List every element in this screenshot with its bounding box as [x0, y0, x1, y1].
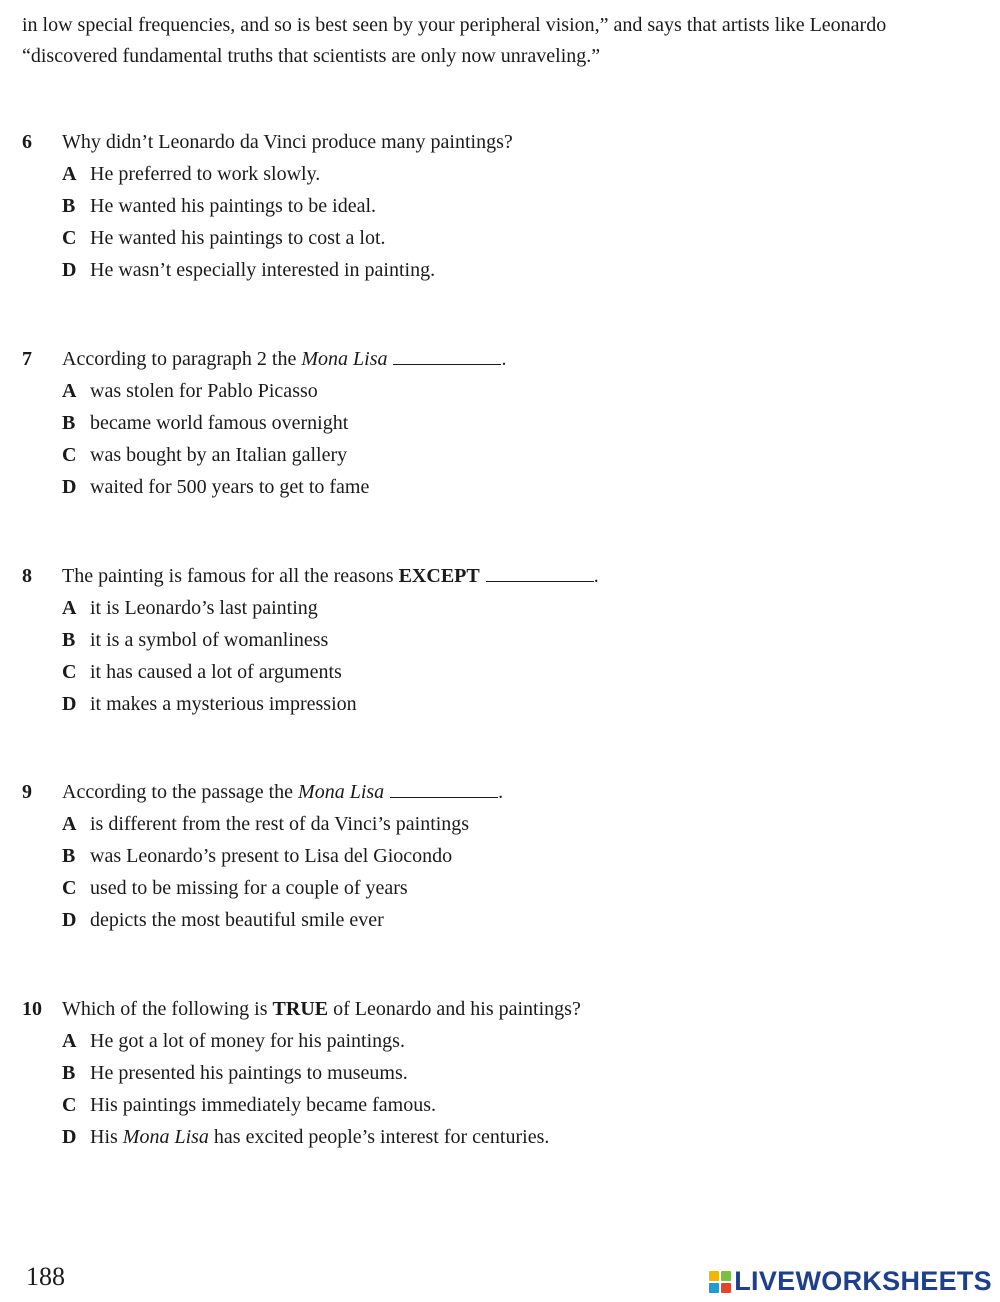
option-c[interactable] — [0, 656, 1000, 688]
option-text: He wanted his paintings to cost a lot. — [90, 227, 386, 249]
option-d[interactable] — [0, 254, 1000, 286]
option-letter: A — [62, 813, 77, 835]
question-text — [62, 343, 506, 375]
intro-line-1: in low special frequencies, and so is best seen by your peripheral vision,” and says that artists like Leonardo — [22, 14, 887, 36]
question-number: 8 — [22, 565, 32, 587]
option-a[interactable] — [0, 808, 1000, 840]
option-text: was stolen for Pablo Picasso — [90, 380, 318, 402]
question-stem — [0, 560, 1000, 592]
question-text-part: Why didn’t Leonardo da Vinci produce many paintings? — [62, 131, 513, 153]
option-letter: C — [62, 227, 77, 249]
option-text: it has caused a lot of arguments — [90, 661, 342, 683]
option-text: it is Leonardo’s last painting — [90, 597, 318, 619]
liveworksheets-logo — [709, 1266, 992, 1297]
option-text: was bought by an Italian gallery — [90, 444, 348, 466]
option-letter: A — [62, 1030, 77, 1052]
option-letter: D — [62, 909, 77, 931]
option-letter: B — [62, 629, 76, 651]
option-c[interactable] — [0, 1089, 1000, 1121]
logo-text: LIVEWORKSHEETS — [734, 1266, 992, 1296]
answer-blank[interactable] — [390, 779, 498, 798]
option-c[interactable] — [0, 439, 1000, 471]
option-letter: C — [62, 1094, 77, 1116]
option-text: it makes a mysterious impression — [90, 693, 357, 715]
option-text: He presented his paintings to museums. — [90, 1062, 408, 1084]
question-text-part: . — [498, 781, 504, 803]
question-stem — [0, 776, 1000, 808]
question-text — [62, 560, 599, 592]
answer-blank[interactable] — [393, 346, 501, 365]
option-text: is different from the rest of da Vinci’s paintings — [90, 813, 470, 835]
question-10 — [0, 993, 1000, 1153]
question-text-part: Which of the following is — [62, 998, 273, 1020]
option-a[interactable] — [0, 375, 1000, 407]
option-letter: C — [62, 661, 77, 683]
option-text: His Mona Lisa has excited people’s interest for centuries. — [90, 1126, 550, 1148]
question-number: 9 — [22, 781, 32, 803]
option-letter: A — [62, 380, 77, 402]
intro-line-2: “discovered fundamental truths that scientists are only now unraveling.” — [22, 45, 601, 67]
question-italic-title: Mona Lisa — [301, 348, 388, 370]
logo-square-icon — [721, 1283, 731, 1293]
option-text: His paintings immediately became famous. — [90, 1094, 437, 1116]
question-emphasis: EXCEPT — [398, 565, 480, 587]
option-d[interactable] — [0, 688, 1000, 720]
question-text-part: According to paragraph 2 the — [62, 348, 302, 370]
question-9 — [0, 776, 1000, 936]
option-letter: B — [62, 412, 76, 434]
option-b[interactable] — [0, 624, 1000, 656]
option-d[interactable] — [0, 904, 1000, 936]
question-text-part: The painting is famous for all the reasons — [62, 565, 399, 587]
option-d[interactable] — [0, 471, 1000, 503]
logo-grid-icon — [709, 1271, 731, 1293]
option-text: He got a lot of money for his paintings. — [90, 1030, 405, 1052]
option-a[interactable] — [0, 1025, 1000, 1057]
logo-square-icon — [721, 1271, 731, 1281]
option-b[interactable] — [0, 1057, 1000, 1089]
logo-square-icon — [709, 1271, 719, 1281]
question-text — [62, 993, 581, 1025]
option-letter: C — [62, 444, 77, 466]
question-text-part: of Leonardo and his paintings? — [328, 998, 581, 1020]
question-8 — [0, 560, 1000, 720]
option-letter: A — [62, 597, 77, 619]
question-text-part: . — [593, 565, 599, 587]
option-b[interactable] — [0, 190, 1000, 222]
option-text: He wanted his paintings to be ideal. — [90, 195, 377, 217]
intro-paragraph — [22, 10, 992, 72]
option-text: waited for 500 years to get to fame — [90, 476, 370, 498]
question-7 — [0, 343, 1000, 503]
answer-blank[interactable] — [486, 563, 594, 582]
question-text — [62, 126, 513, 158]
option-letter: D — [62, 259, 77, 281]
option-d[interactable] — [0, 1121, 1000, 1153]
option-b[interactable] — [0, 407, 1000, 439]
option-a[interactable] — [0, 158, 1000, 190]
question-6 — [0, 126, 1000, 286]
option-letter: D — [62, 693, 77, 715]
option-text: was Leonardo’s present to Lisa del Giocondo — [90, 845, 453, 867]
question-stem — [0, 126, 1000, 158]
question-text-part: According to the passage the — [62, 781, 299, 803]
option-letter: B — [62, 845, 76, 867]
option-b[interactable] — [0, 840, 1000, 872]
option-text: He preferred to work slowly. — [90, 163, 321, 185]
question-emphasis: TRUE — [272, 998, 329, 1020]
option-letter: A — [62, 163, 77, 185]
question-text — [62, 776, 503, 808]
option-c[interactable] — [0, 872, 1000, 904]
option-text: became world famous overnight — [90, 412, 349, 434]
page-number: 188 — [26, 1262, 65, 1291]
option-letter: D — [62, 1126, 77, 1148]
question-number: 10 — [22, 998, 42, 1020]
option-text: He wasn’t especially interested in painting. — [90, 259, 436, 281]
logo-square-icon — [709, 1283, 719, 1293]
option-a[interactable] — [0, 592, 1000, 624]
option-letter: B — [62, 1062, 76, 1084]
option-c[interactable] — [0, 222, 1000, 254]
question-stem — [0, 343, 1000, 375]
question-number: 7 — [22, 348, 32, 370]
question-stem — [0, 993, 1000, 1025]
question-italic-title: Mona Lisa — [298, 781, 385, 803]
question-text-part: . — [501, 348, 507, 370]
option-letter: D — [62, 476, 77, 498]
option-text: depicts the most beautiful smile ever — [90, 909, 384, 931]
question-number: 6 — [22, 131, 32, 153]
option-text: used to be missing for a couple of years — [90, 877, 408, 899]
option-text: it is a symbol of womanliness — [90, 629, 329, 651]
option-letter: B — [62, 195, 76, 217]
option-letter: C — [62, 877, 77, 899]
